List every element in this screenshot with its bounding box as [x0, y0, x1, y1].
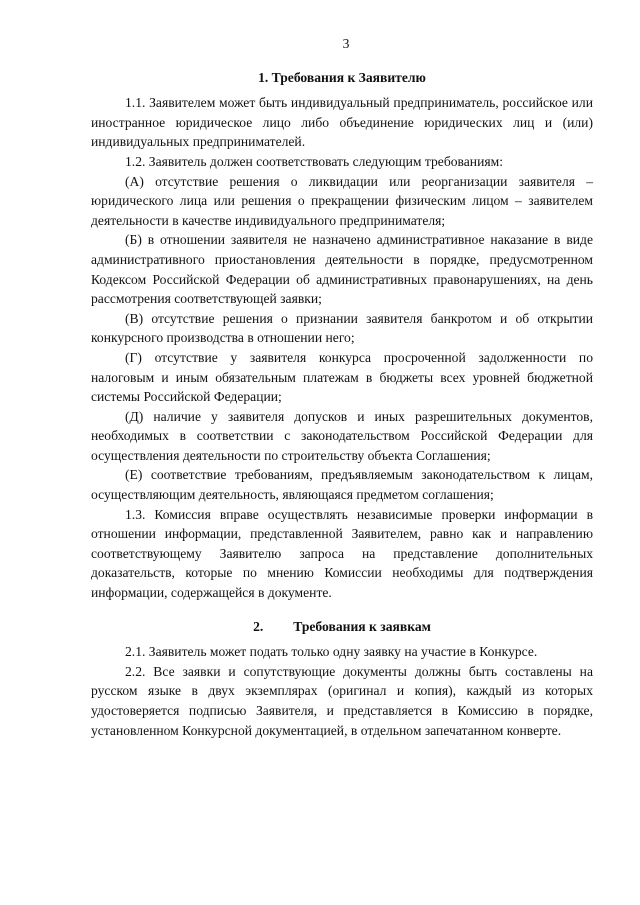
paragraph-1-2-v: (В) отсутствие решения о признании заявителя банкротом и об открытии конкурсного производства в отношении него; — [91, 310, 593, 346]
paragraph-2-1: 2.1. Заявитель может подать только одну заявку на участие в Конкурсе. — [125, 644, 538, 660]
section-1-title: 1. Требования к Заявителю — [258, 69, 426, 85]
section-2-heading: Требования к заявкам — [293, 618, 431, 634]
paragraph-1-1: 1.1. Заявителем может быть индивидуальный предприниматель, российское или иностранное юридическое лицо либо объединение юридических лиц и (или) индивидуальных предпринимателей. — [91, 95, 593, 150]
paragraph-1-2-b: (Б) в отношении заявителя не назначено административное наказание в виде административного приостановления деятельности в порядке, предусмотренном Кодексом Российской Федерации об административных правонарушениях, на день рассмотрения соответствующей заявки; — [91, 232, 593, 307]
paragraph-1-2-d: (Д) наличие у заявителя допусков и иных разрешительных документов, необходимых в соответствии с законодательством Российской Федерации для осуществления деятельности по строительству объекта Соглашения; — [91, 408, 593, 463]
paragraph-1-2-a: (А) отсутствие решения о ликвидации или реорганизации заявителя – юридического лица или решения о прекращении физическим лицом – заявителем деятельности в качестве индивидуального предпринимателя; — [91, 173, 593, 228]
paragraph-1-2-e: (Е) соответствие требованиям, предъявляемым законодательством к лицам, осуществляющим деятельность, являющаяся предметом соглашения; — [91, 467, 593, 503]
page-number: 3 — [342, 36, 350, 51]
paragraph-1-2: 1.2. Заявитель должен соответствовать следующим требованиям: — [125, 153, 503, 169]
paragraph-2-2: 2.2. Все заявки и сопутствующие документы должны быть составлены на русском языке в двух экземплярах (оригинал и копия), каждый из которых удостоверяется подписью Заявителя, и представляется в Комиссию в порядке, установленном Конкурсной документацией, в отдельном запечатанном конверте. — [91, 663, 593, 738]
section-2-number: 2. — [253, 618, 264, 634]
paragraph-1-2-g: (Г) отсутствие у заявителя конкурса просроченной задолженности по налоговым и иным обязательным платежам в бюджеты всех уровней бюджетной системы Российской Федерации; — [91, 349, 593, 405]
paragraph-1-3: 1.3. Комиссия вправе осуществлять независимые проверки информации в отношении информации, представленной Заявителем, равно как и направлению соответствующему Заявителю запроса на представление дополнительных доказательств, которые по мнению Комиссии необходимы для подтверждения информации, содержащейся в документе. — [91, 506, 593, 601]
section-2-title — [91, 617, 593, 637]
